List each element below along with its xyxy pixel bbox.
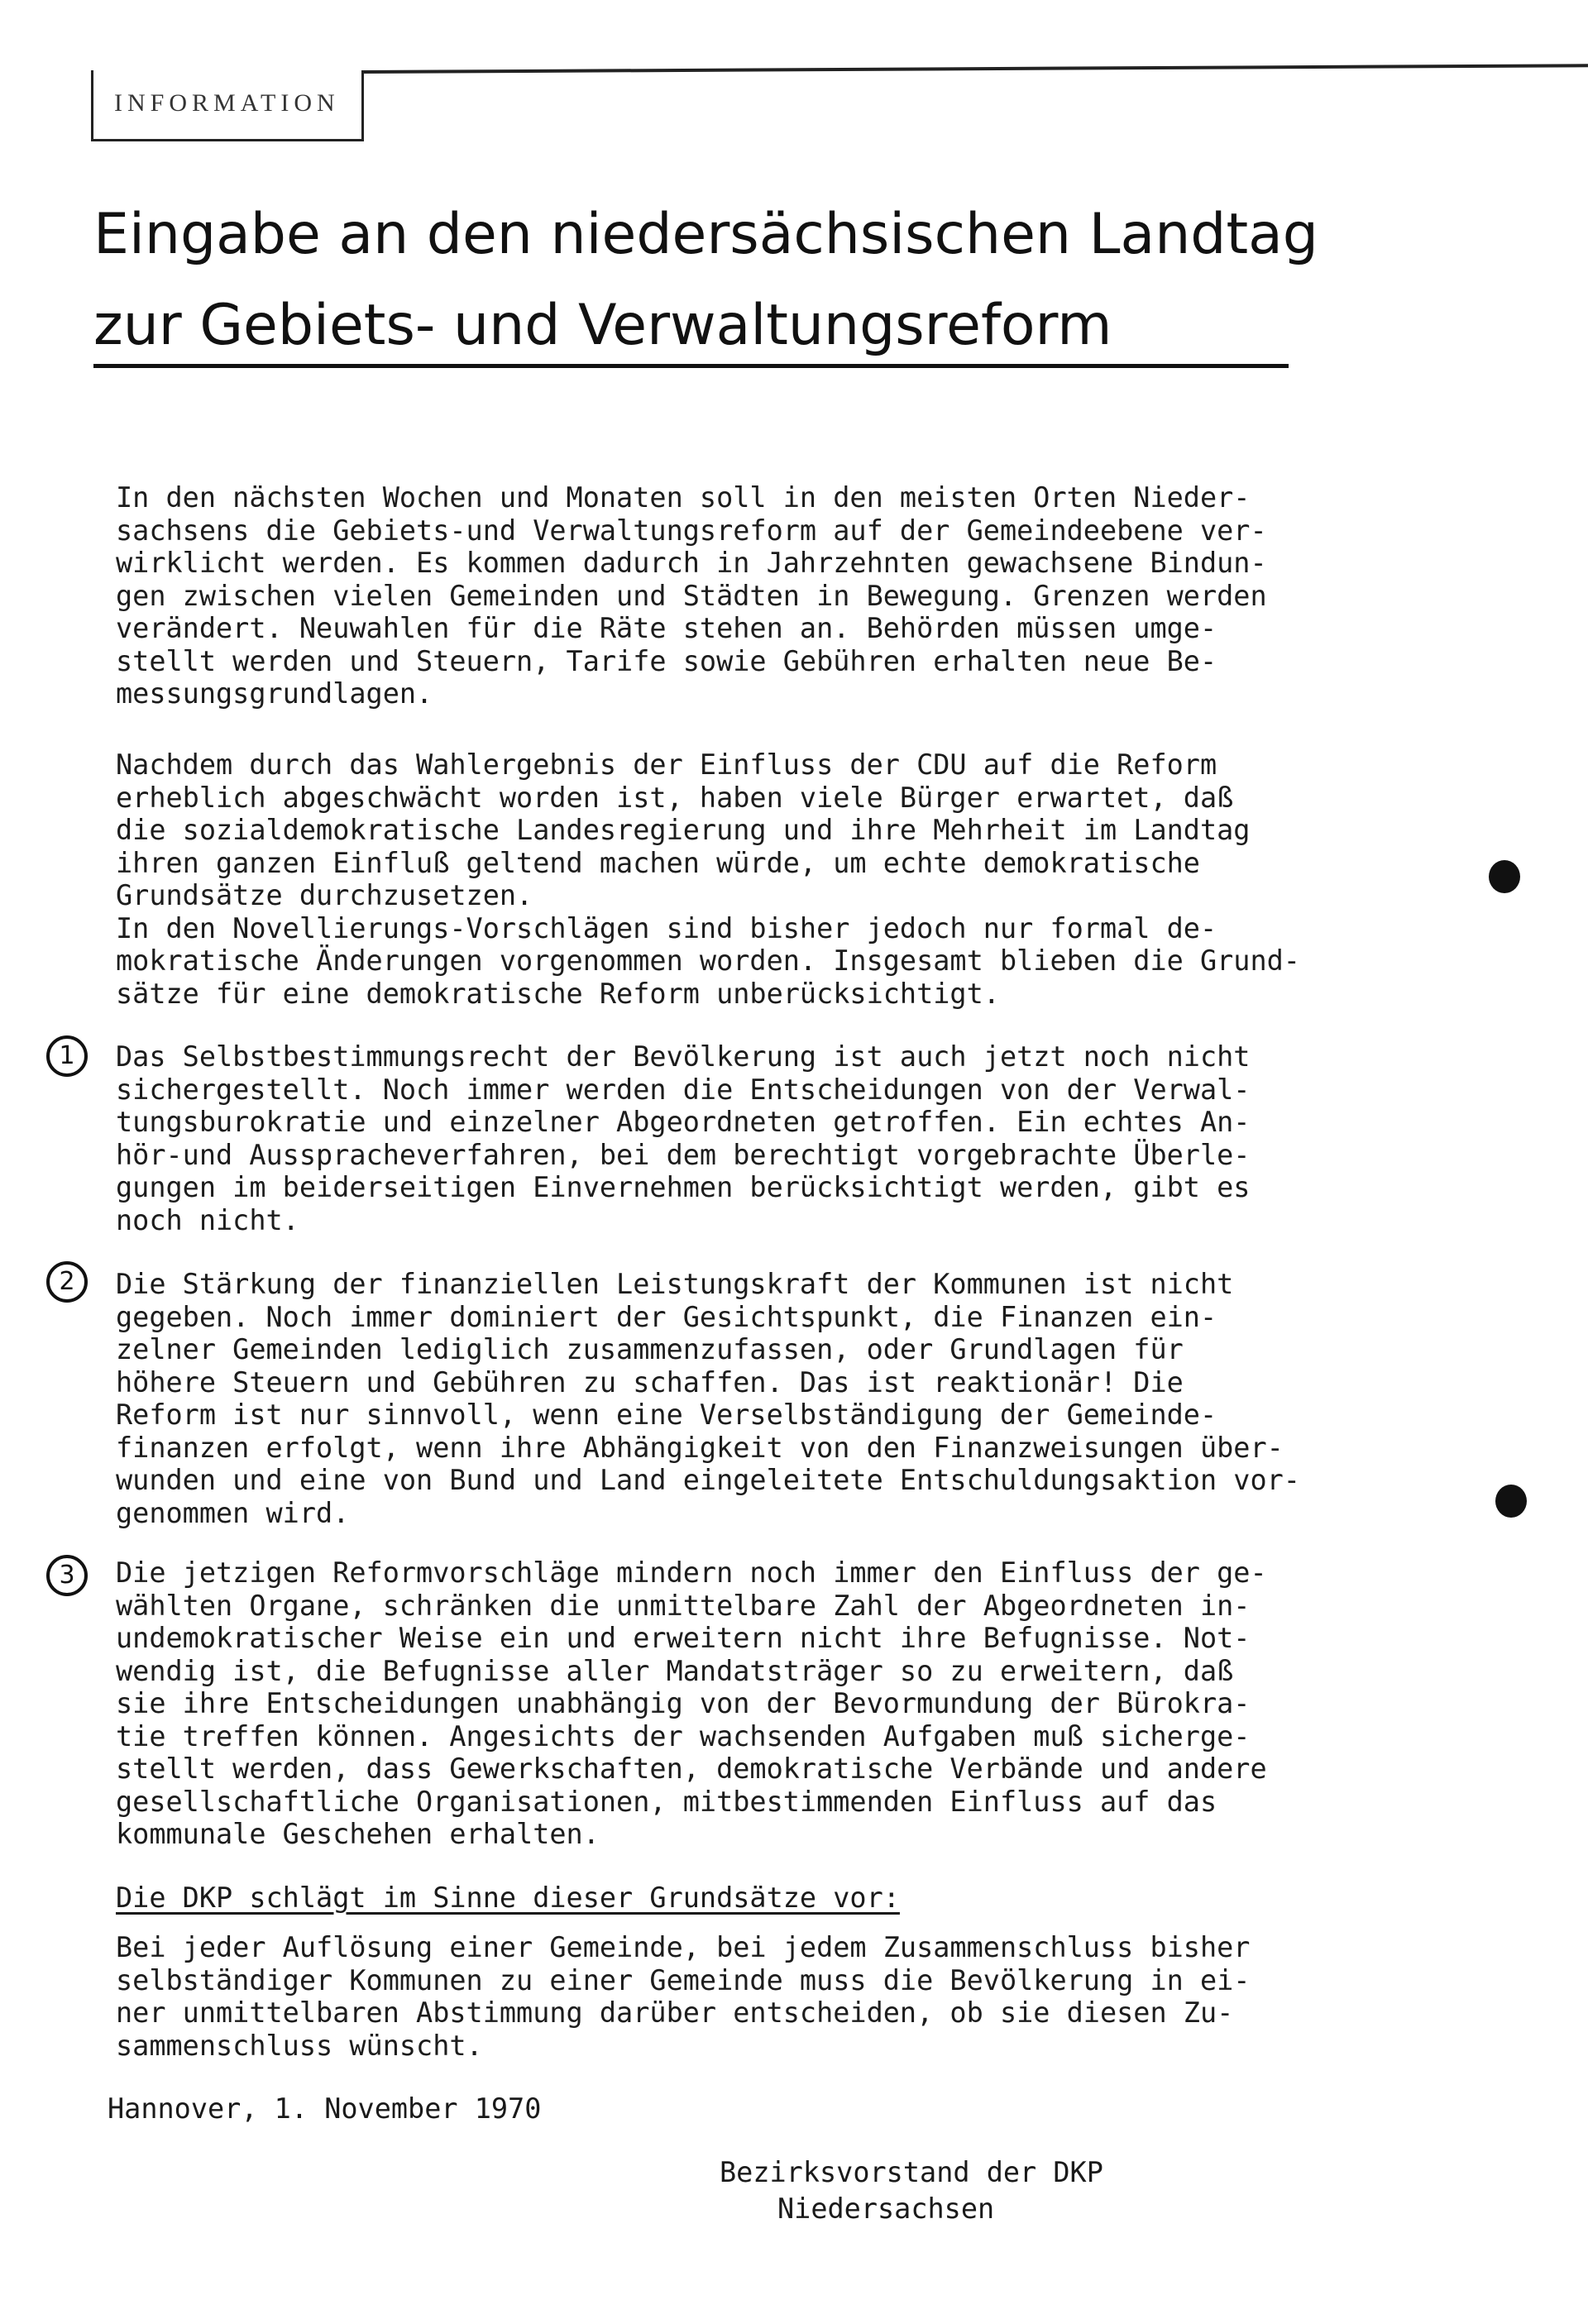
text-line: wendig ist, die Befugnisse aller Mandatsträger so zu erweitern, daß [116,1654,1234,1687]
text-line: erheblich abgeschwächt worden ist, haben viele Bürger erwartet, daß [116,781,1234,814]
text-line: Reform ist nur sinnvoll, wenn eine Verselbständigung der Gemeinde- [116,1399,1217,1431]
text-line: mokratische Änderungen vorgenommen worden. Insgesamt blieben die Grund- [116,944,1300,977]
text-line: ner unmittelbaren Abstimmung darüber entscheiden, ob sie diesen Zu- [116,1996,1234,2029]
point-number-marker: 2 [46,1261,88,1303]
text-line: zelner Gemeinden lediglich zusammenzufassen, oder Grundlagen für [116,1333,1184,1365]
text-line: finanzen erfolgt, wenn ihre Abhängigkeit von den Finanzweisungen über- [116,1431,1284,1464]
text-line: sie ihre Entscheidungen unabhängig von der Bevormundung der Bürokra- [116,1687,1251,1719]
point-paragraph [116,1040,1538,1236]
text-line: selbständiger Kommunen zu einer Gemeinde muss die Bevölkerung in ei- [116,1963,1251,1996]
text-line: wählten Organe, schränken die unmittelbare Zahl der Abgeordneten in- [116,1589,1251,1622]
proposal-paragraph [116,1931,1538,2062]
text-line: verändert. Neuwahlen für die Räte stehen an. Behörden müssen umge- [116,612,1217,644]
text-line: In den nächsten Wochen und Monaten soll in den meisten Orten Nieder- [116,481,1251,514]
text-line: Bei jeder Auflösung einer Gemeinde, bei jedem Zusammenschluss bisher [116,1931,1251,1963]
text-line: sammenschluss wünscht. [116,2029,483,2062]
point-number-marker: 3 [46,1555,88,1596]
text-line: wunden und eine von Bund und Land eingeleitete Entschuldungsaktion vor- [116,1464,1300,1496]
text-line: gesellschaftliche Organisationen, mitbestimmenden Einfluss auf das [116,1785,1217,1818]
text-line: hör-und Ausspracheverfahren, bei dem berechtigt vorgebrachte Überle- [116,1138,1251,1171]
proposal-heading: Die DKP schlägt im Sinne dieser Grundsätze vor: [116,1882,900,1914]
text-line: kommunale Geschehen erhalten. [116,1818,600,1850]
title-underline [93,364,1289,368]
text-line: sätze für eine demokratische Reform unberücksichtigt. [116,977,1000,1010]
header-label: INFORMATION [114,89,340,117]
text-line: stellt werden und Steuern, Tarife sowie Gebühren erhalten neue Be- [116,644,1217,677]
text-line: messungsgrundlagen. [116,677,433,710]
document-title-line-2: zur Gebiets- und Verwaltungsreform [93,293,1112,358]
signature-line: Niedersachsen [777,2192,995,2225]
intro-paragraph [116,481,1538,710]
signature-line: Bezirksvorstand der DKP [720,2156,1103,2188]
text-line: Das Selbstbestimmungsrecht der Bevölkerung ist auch jetzt noch nicht [116,1040,1251,1073]
text-line: tungsburokratie und einzelner Abgeordneten getroffen. Ein echtes An- [116,1106,1251,1138]
text-line: Die jetzigen Reformvorschläge mindern noch immer den Einfluss der ge- [116,1557,1267,1589]
point-paragraph [116,1557,1538,1851]
point-number-marker: 1 [46,1035,88,1077]
text-line: die sozialdemokratische Landesregierung und ihre Mehrheit im Landtag [116,814,1251,846]
context-paragraph [116,748,1538,1010]
document-title-line-1: Eingabe an den niedersächsischen Landtag [93,202,1318,267]
text-line: gen zwischen vielen Gemeinden und Städten in Bewegung. Grenzen werden [116,579,1267,612]
punch-hole [1489,860,1520,893]
text-line: genommen wird. [116,1496,350,1529]
text-line: sachsens die Gebiets-und Verwaltungsreform auf der Gemeindeebene ver- [116,514,1267,547]
text-line: sichergestellt. Noch immer werden die Entscheidungen von der Verwal- [116,1073,1251,1106]
text-line: Grundsätze durchzusetzen. [116,879,533,911]
text-line: noch nicht. [116,1203,299,1236]
text-line: höhere Steuern und Gebühren zu schaffen. Das ist reaktionär! Die [116,1365,1184,1399]
signature-block [720,2154,1103,2227]
text-line: stellt werden, dass Gewerkschaften, demokratische Verbände und andere [116,1753,1267,1785]
text-line: Nachdem durch das Wahlergebnis der Einfluss der CDU auf die Reform [116,748,1217,781]
text-line: undemokratischer Weise ein und erweitern nicht ihre Befugnisse. Not- [116,1622,1251,1654]
text-line: ihren ganzen Einfluß geltend machen würde, um echte demokratische [116,846,1200,879]
text-line: gegeben. Noch immer dominiert der Gesichtspunkt, die Finanzen ein- [116,1300,1217,1333]
header-rule [364,64,1588,74]
text-line: wirklicht werden. Es kommen dadurch in Jahrzehnten gewachsene Bindun- [116,547,1267,579]
punch-hole [1495,1485,1527,1518]
text-line: tie treffen können. Angesichts der wachsenden Aufgaben muß sicherge- [116,1719,1251,1753]
text-line: In den Novellierungs-Vorschlägen sind bisher jedoch nur formal de- [116,911,1217,944]
point-paragraph [116,1268,1538,1529]
text-line: gungen im beiderseitigen Einvernehmen berücksichtigt werden, gibt es [116,1171,1251,1203]
text-line: Die Stärkung der finanziellen Leistungskraft der Kommunen ist nicht [116,1268,1234,1300]
document-date: Hannover, 1. November 1970 [108,2092,542,2125]
